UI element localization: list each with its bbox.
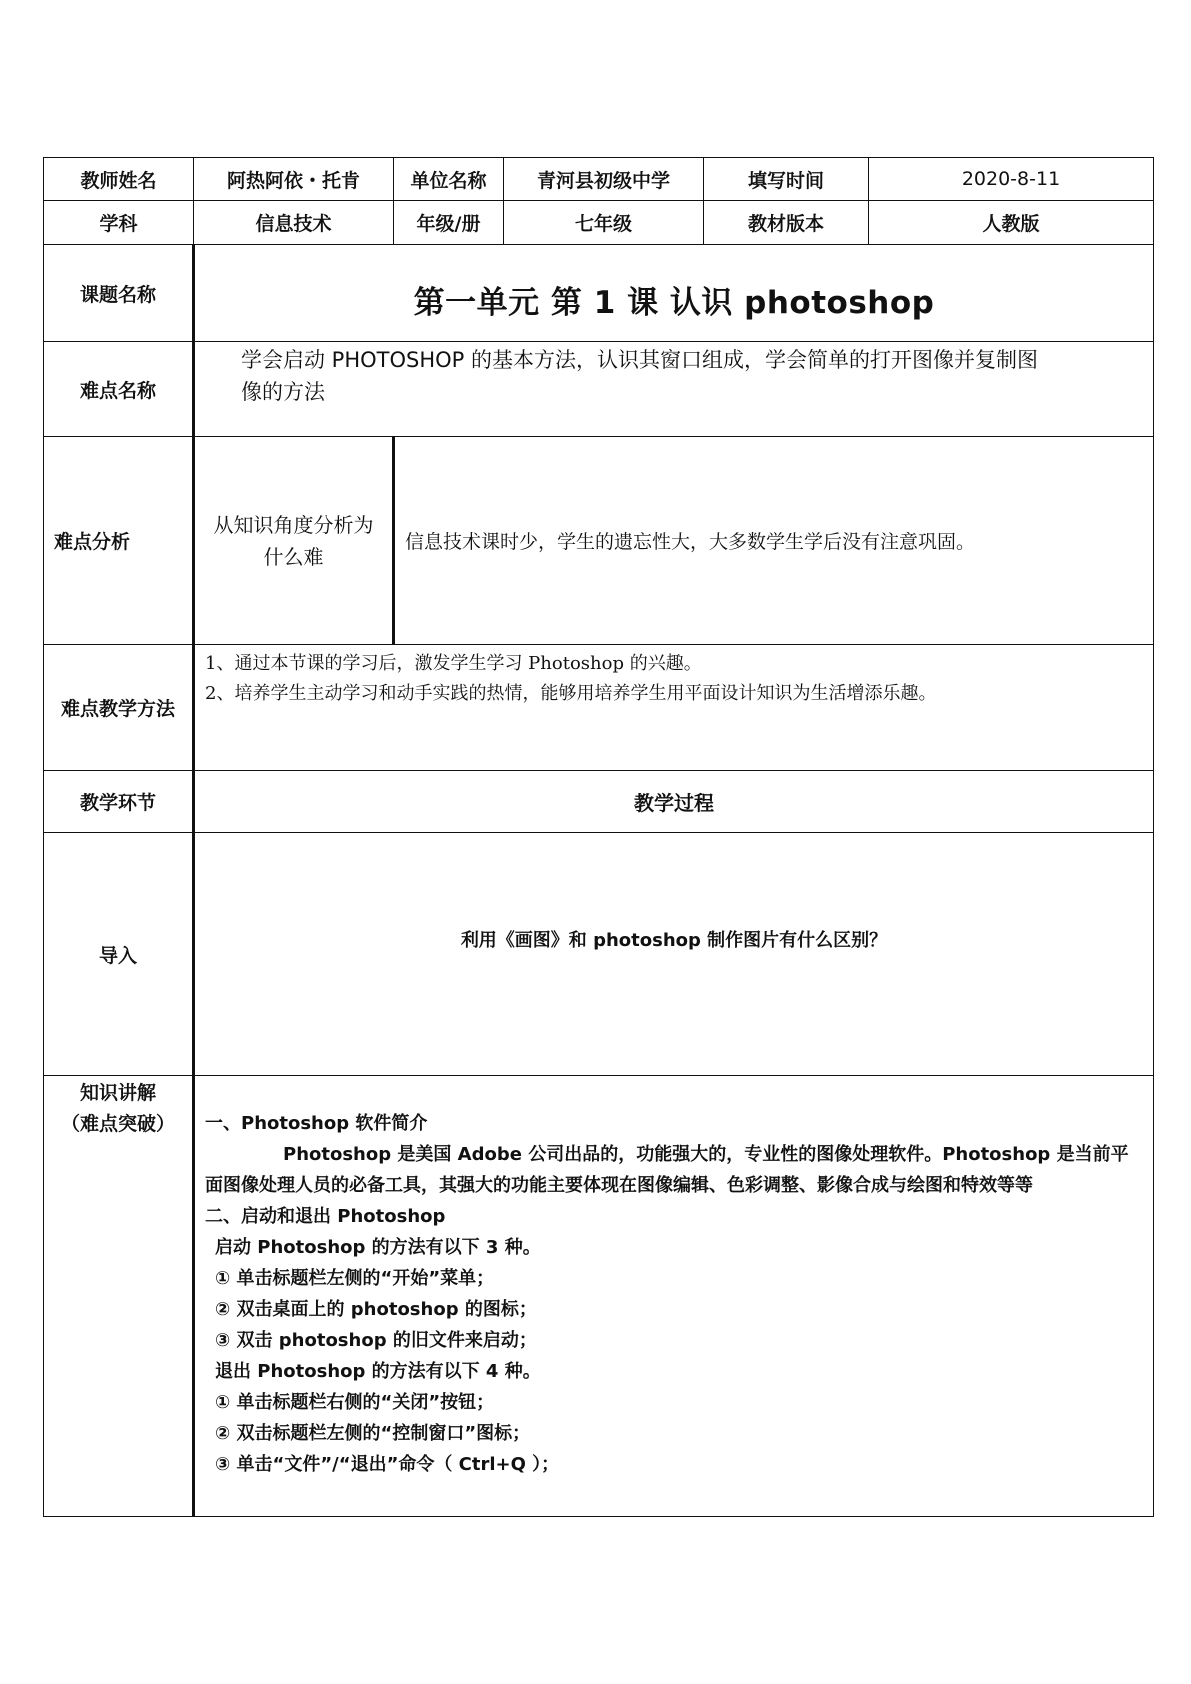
- analysis-sub-label: [194, 437, 394, 645]
- knowledge-label: [44, 1076, 194, 1517]
- edition-value: 人教版: [869, 201, 1154, 245]
- difficulty-name-line-2: 像的方法: [241, 380, 325, 404]
- difficulty-method-label: 难点教学方法: [44, 645, 194, 771]
- stage-label: 教学环节: [44, 771, 194, 833]
- grade-value: 七年级: [504, 201, 704, 245]
- intro-question: 利用《画图》和 photoshop 制作图片有什么区别？: [194, 833, 1154, 1076]
- date-label: 填写时间: [704, 158, 869, 201]
- intro-row: [44, 833, 1154, 1076]
- header-row-1: [44, 158, 1154, 201]
- intro-label: 导入: [44, 833, 194, 1076]
- knowledge-line: ③ 单击“文件”/“退出”命令（ Ctrl+Q ）；: [215, 1454, 560, 1475]
- subject-label: 学科: [44, 201, 194, 245]
- edition-label: 教材版本: [704, 201, 869, 245]
- difficulty-name-label: 难点名称: [44, 342, 194, 437]
- analysis-sub-line-2: 什么难: [263, 544, 324, 569]
- subject-value: 信息技术: [194, 201, 394, 245]
- unit-label: 单位名称: [394, 158, 504, 201]
- analysis-sub-line-1: 从知识角度分析为: [213, 512, 374, 537]
- knowledge-line: ② 双击桌面上的 photoshop 的图标；: [215, 1299, 537, 1320]
- lesson-plan-table: [43, 157, 1154, 1517]
- knowledge-line: ② 双击标题栏左侧的“控制窗口”图标；: [215, 1423, 531, 1444]
- difficulty-name-line-1: 学会启动 PHOTOSHOP 的基本方法，认识其窗口组成，学会简单的打开图像并复制图: [241, 348, 1039, 372]
- difficulty-method-row: [44, 645, 1154, 771]
- difficulty-name-cell: [194, 342, 1154, 437]
- method-item: 1、通过本节课的学习后，激发学生学习 Photoshop 的兴趣。: [205, 653, 702, 674]
- knowledge-heading-2: 二、启动和退出 Photoshop: [205, 1206, 446, 1227]
- method-item: 2、培养学生主动学习和动手实践的热情，能够用培养学生用平面设计知识为生活增添乐趣。: [205, 683, 937, 704]
- knowledge-line: ① 单击标题栏左侧的“开始”菜单；: [215, 1268, 495, 1289]
- knowledge-cell: [194, 1076, 1154, 1517]
- difficulty-name-row: [44, 342, 1154, 437]
- knowledge-label-line-2: （难点突破）: [60, 1113, 175, 1135]
- difficulty-method-cell: [194, 645, 1154, 771]
- page-title: 第一单元 第 1 课 认识 photoshop: [413, 284, 935, 321]
- knowledge-row: [44, 1076, 1154, 1517]
- teacher-label: 教师姓名: [44, 158, 194, 201]
- difficulty-analysis-label: 难点分析: [44, 437, 194, 645]
- teacher-value: 阿热阿依・托肯: [194, 158, 394, 201]
- knowledge-line: 退出 Photoshop 的方法有以下 4 种。: [215, 1361, 541, 1382]
- title-cell: [194, 245, 1154, 342]
- process-label: 教学过程: [194, 771, 1154, 833]
- title-label: 课题名称: [44, 245, 194, 342]
- unit-value: 青河县初级中学: [504, 158, 704, 201]
- knowledge-label-line-1: 知识讲解: [79, 1082, 156, 1104]
- knowledge-paragraph: Photoshop 是美国 Adobe 公司出品的，功能强大的，专业性的图像处理软件。Photoshop 是当前平面图像处理人员的必备工具，其强大的功能主要体现在图像编辑、色彩调整、影像合成与绘图和特效等等: [205, 1144, 1129, 1196]
- title-row: [44, 245, 1154, 342]
- knowledge-line: ③ 双击 photoshop 的旧文件来启动；: [215, 1330, 537, 1351]
- date-value: 2020-8-11: [869, 158, 1154, 201]
- knowledge-line: ① 单击标题栏右侧的“关闭”按钮；: [215, 1392, 495, 1413]
- knowledge-heading-1: 一、Photoshop 软件简介: [205, 1113, 428, 1134]
- grade-label: 年级/册: [394, 201, 504, 245]
- difficulty-analysis-row: [44, 437, 1154, 645]
- analysis-text: 信息技术课时少，学生的遗忘性大，大多数学生学后没有注意巩固。: [394, 437, 1154, 645]
- header-row-2: [44, 201, 1154, 245]
- knowledge-line: 启动 Photoshop 的方法有以下 3 种。: [215, 1237, 541, 1258]
- process-header-row: [44, 771, 1154, 833]
